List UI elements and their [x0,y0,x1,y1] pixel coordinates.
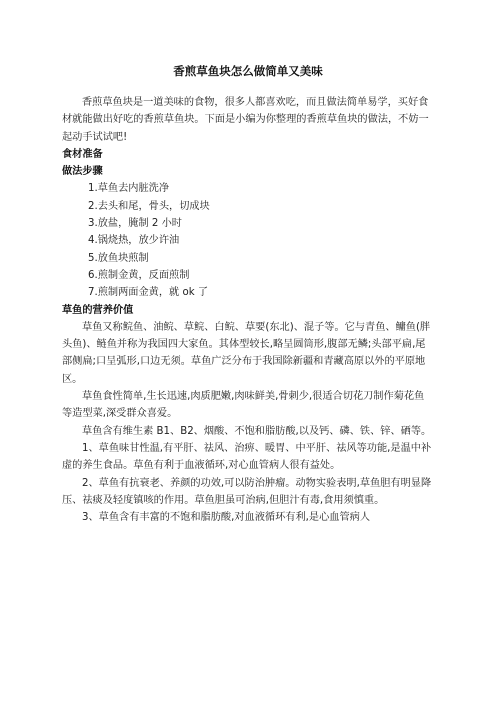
body-paragraph: 草鱼含有维生素 B1、B2、烟酸、不饱和脂肪酸,以及钙、磷、铁、锌、硒等。 [82,425,432,437]
step-item: 5.放鱼块煎制 [88,252,149,264]
steps-heading: 做法步骤 [62,166,103,178]
ingredients-heading: 食材准备 [62,148,103,160]
step-item: 6.煎制金黄，反面煎制 [88,269,190,281]
step-item: 1.草鱼去内脏洗净 [88,183,170,195]
step-item: 2.去头和尾，骨头，切成块 [88,200,210,212]
body-paragraph: 草鱼又称鲩鱼、油鲩、草鲩、白鲩、草要(东北)、混子等。它与青鱼、鳙鱼(胖头鱼)、鲢鱼并称为我国四大家鱼。其体型较长,略呈圆筒形,腹部无鳞;头部平扁,尾部侧扁;口呈弧形,口边无须。草鱼广泛分布于我国除新疆和青藏高原以外的平原地区。 [62,321,431,385]
body-paragraph: 3、草鱼含有丰富的不饱和脂肪酸,对血液循环有利,是心血管病人 [82,512,371,524]
body-paragraph: 1、草鱼味甘性温,有平肝、祛风、治痹、暖胃、中平肝、祛风等功能,是温中补虚的养生食品。草鱼有利于血液循环,对心血管病人很有益处。 [62,442,432,472]
document-title: 香煎草鱼块怎么做简单又美味 [173,64,323,78]
step-item: 3.放盐，腌制 2 小时 [88,218,182,230]
nutrition-heading: 草鱼的营养价值 [62,304,134,316]
step-item: 4.锅烧热，放少许油 [88,235,180,247]
body-paragraph: 2、草鱼有抗衰老、养颜的功效,可以防治肿瘤。动物实验表明,草鱼胆有明显降压、祛痰及轻度镇咳的作用。草鱼胆虽可治病,但胆汁有毒,食用须慎重。 [62,477,432,506]
step-item: 7.煎制两面金黄，就 ok 了 [88,287,209,299]
body-paragraph: 草鱼食性简单,生长迅速,肉质肥嫩,肉味鲜美,骨刺少,很适合切花刀制作菊花鱼等造型菜,深受群众喜爱。 [62,391,425,420]
intro-paragraph: 香煎草鱼块是一道美味的食物，很多人都喜欢吃，而且做法简单易学，买好食材就能做出好吃的香煎草鱼块。下面是小编为你整理的香煎草鱼块的做法，不妨一起动手试试吧! [62,97,429,143]
